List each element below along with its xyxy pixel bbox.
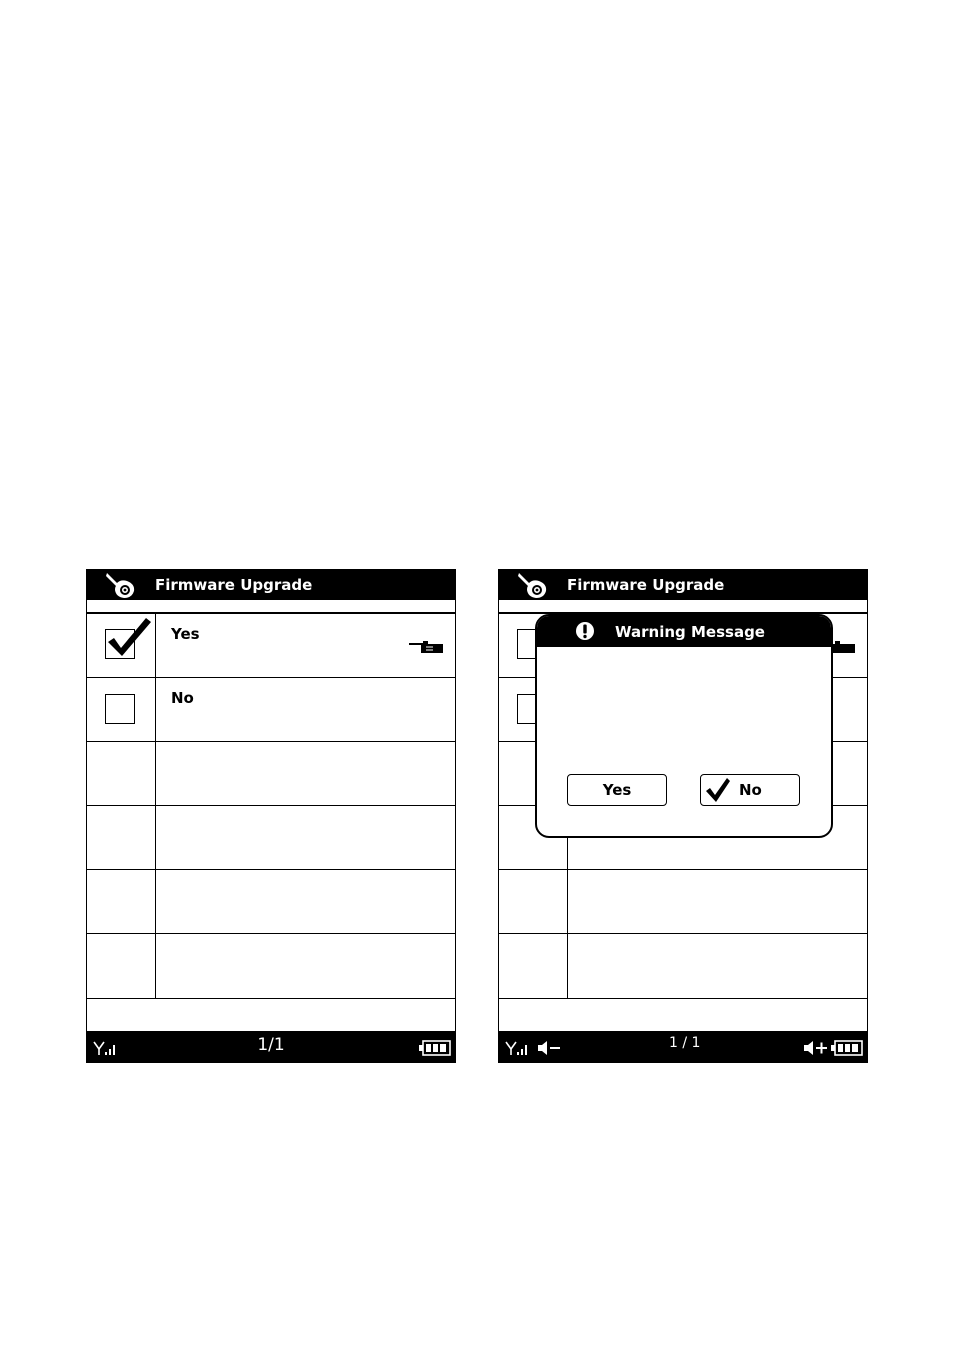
no-checkbox[interactable] xyxy=(105,694,135,724)
exclamation-icon xyxy=(575,621,595,641)
title-bar xyxy=(87,570,455,600)
dialog-title: Warning Message xyxy=(615,623,765,641)
divider xyxy=(567,870,568,934)
dialog-yes-label: Yes xyxy=(602,781,632,799)
yes-checkbox[interactable] xyxy=(105,629,135,659)
option-row-no[interactable] xyxy=(87,677,455,742)
empty-row xyxy=(87,869,455,934)
warning-dialog xyxy=(535,614,833,838)
page-title: Firmware Upgrade xyxy=(155,576,313,594)
title-bar xyxy=(499,570,867,600)
option-row-yes[interactable] xyxy=(87,613,455,678)
dialog-no-label: No xyxy=(739,781,762,799)
empty-row xyxy=(499,869,867,934)
battery-icon xyxy=(419,1040,451,1056)
divider xyxy=(155,934,156,998)
firmware-upgrade-screen-right xyxy=(498,569,868,1063)
firmware-upgrade-screen-left xyxy=(86,569,456,1063)
empty-row xyxy=(87,805,455,870)
divider xyxy=(155,870,156,934)
signal-icon xyxy=(505,1040,531,1056)
empty-row xyxy=(499,933,867,999)
status-bar xyxy=(499,1031,867,1062)
option-label-no: No xyxy=(171,689,194,707)
divider xyxy=(567,934,568,998)
status-bar xyxy=(87,1031,455,1062)
wrench-logo-icon xyxy=(515,571,551,599)
option-label-yes: Yes xyxy=(171,625,200,643)
checkmark-icon xyxy=(705,777,731,803)
checkmark-icon xyxy=(104,616,154,662)
dialog-no-button[interactable] xyxy=(700,774,800,806)
empty-row xyxy=(87,741,455,806)
divider xyxy=(155,614,156,678)
pointing-hand-icon xyxy=(409,640,445,654)
empty-row xyxy=(87,933,455,999)
page-indicator: 1 / 1 xyxy=(669,1035,701,1051)
battery-icon xyxy=(831,1040,863,1056)
volume-plus-icon[interactable] xyxy=(803,1040,829,1056)
page-indicator: 1/1 xyxy=(257,1035,285,1055)
wrench-logo-icon xyxy=(103,571,139,599)
divider xyxy=(155,806,156,870)
page-title: Firmware Upgrade xyxy=(567,576,725,594)
divider xyxy=(155,742,156,806)
dialog-header xyxy=(537,616,831,647)
volume-minus-icon[interactable] xyxy=(537,1040,563,1056)
dialog-yes-button[interactable] xyxy=(567,774,667,806)
divider xyxy=(155,678,156,742)
